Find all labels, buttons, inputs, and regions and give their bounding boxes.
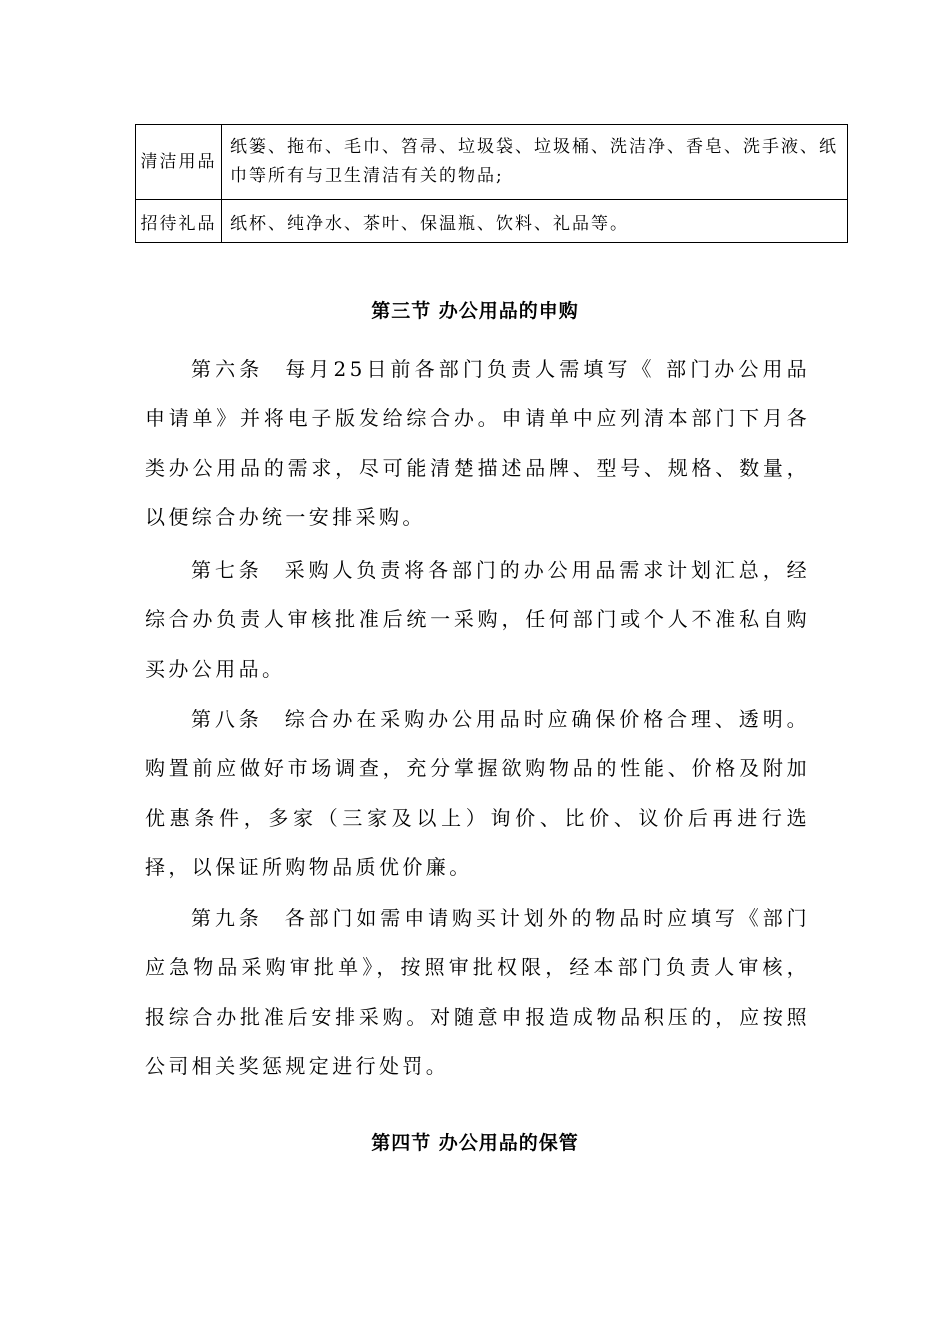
items-cell: 纸篓、拖布、毛巾、笤帚、垃圾袋、垃圾桶、洗洁净、香皂、洗手液、纸巾等所有与卫生清洁有关的物品; (222, 125, 848, 200)
section-heading: 第三节 办公用品的申购 (371, 300, 579, 322)
article-paragraph (145, 546, 810, 694)
article-text: 每月25日前各部门负责人需填写《 部门办公用品申请单》并将电子版发给综合办。申请单中应列清本部门下月各类办公用品的需求，尽可能清楚描述品牌、型号、规格、数量，以便综合办统一安排采购。 (145, 357, 811, 529)
article-paragraph (145, 894, 810, 1091)
article-text: 采购人负责将各部门的办公用品需求计划汇总，经综合办负责人审核批准后统一采购，任何部门或个人不准私自购买办公用品。 (145, 558, 810, 681)
section-heading: 第四节 办公用品的保管 (371, 1132, 579, 1154)
article-number: 第七条 (191, 558, 263, 582)
article-number: 第九条 (191, 906, 263, 930)
article-text: 各部门如需申请购买计划外的物品时应填写《部门应急物品采购审批单》，按照审批权限，经本部门负责人审核，报综合办批准后安排采购。对随意申报造成物品积压的，应按照公司相关奖惩规定进行处罚。 (145, 906, 810, 1078)
table-row (136, 200, 848, 243)
category-cell: 清洁用品 (136, 125, 222, 200)
article-text: 综合办在采购办公用品时应确保价格合理、透明。购置前应做好市场调查，充分掌握欲购物品的性能、价格及附加优惠条件，多家（三家及以上）询价、比价、议价后再进行选择，以保证所购物品质优价廉。 (145, 707, 810, 879)
table-row (136, 125, 848, 200)
category-cell: 招待礼品 (136, 200, 222, 243)
article-number: 第八条 (191, 707, 263, 731)
article-number: 第六条 (191, 357, 264, 381)
supplies-table (135, 124, 848, 243)
article-paragraph (145, 345, 810, 542)
items-cell: 纸杯、纯净水、茶叶、保温瓶、饮料、礼品等。 (222, 200, 848, 243)
article-paragraph (145, 695, 810, 892)
